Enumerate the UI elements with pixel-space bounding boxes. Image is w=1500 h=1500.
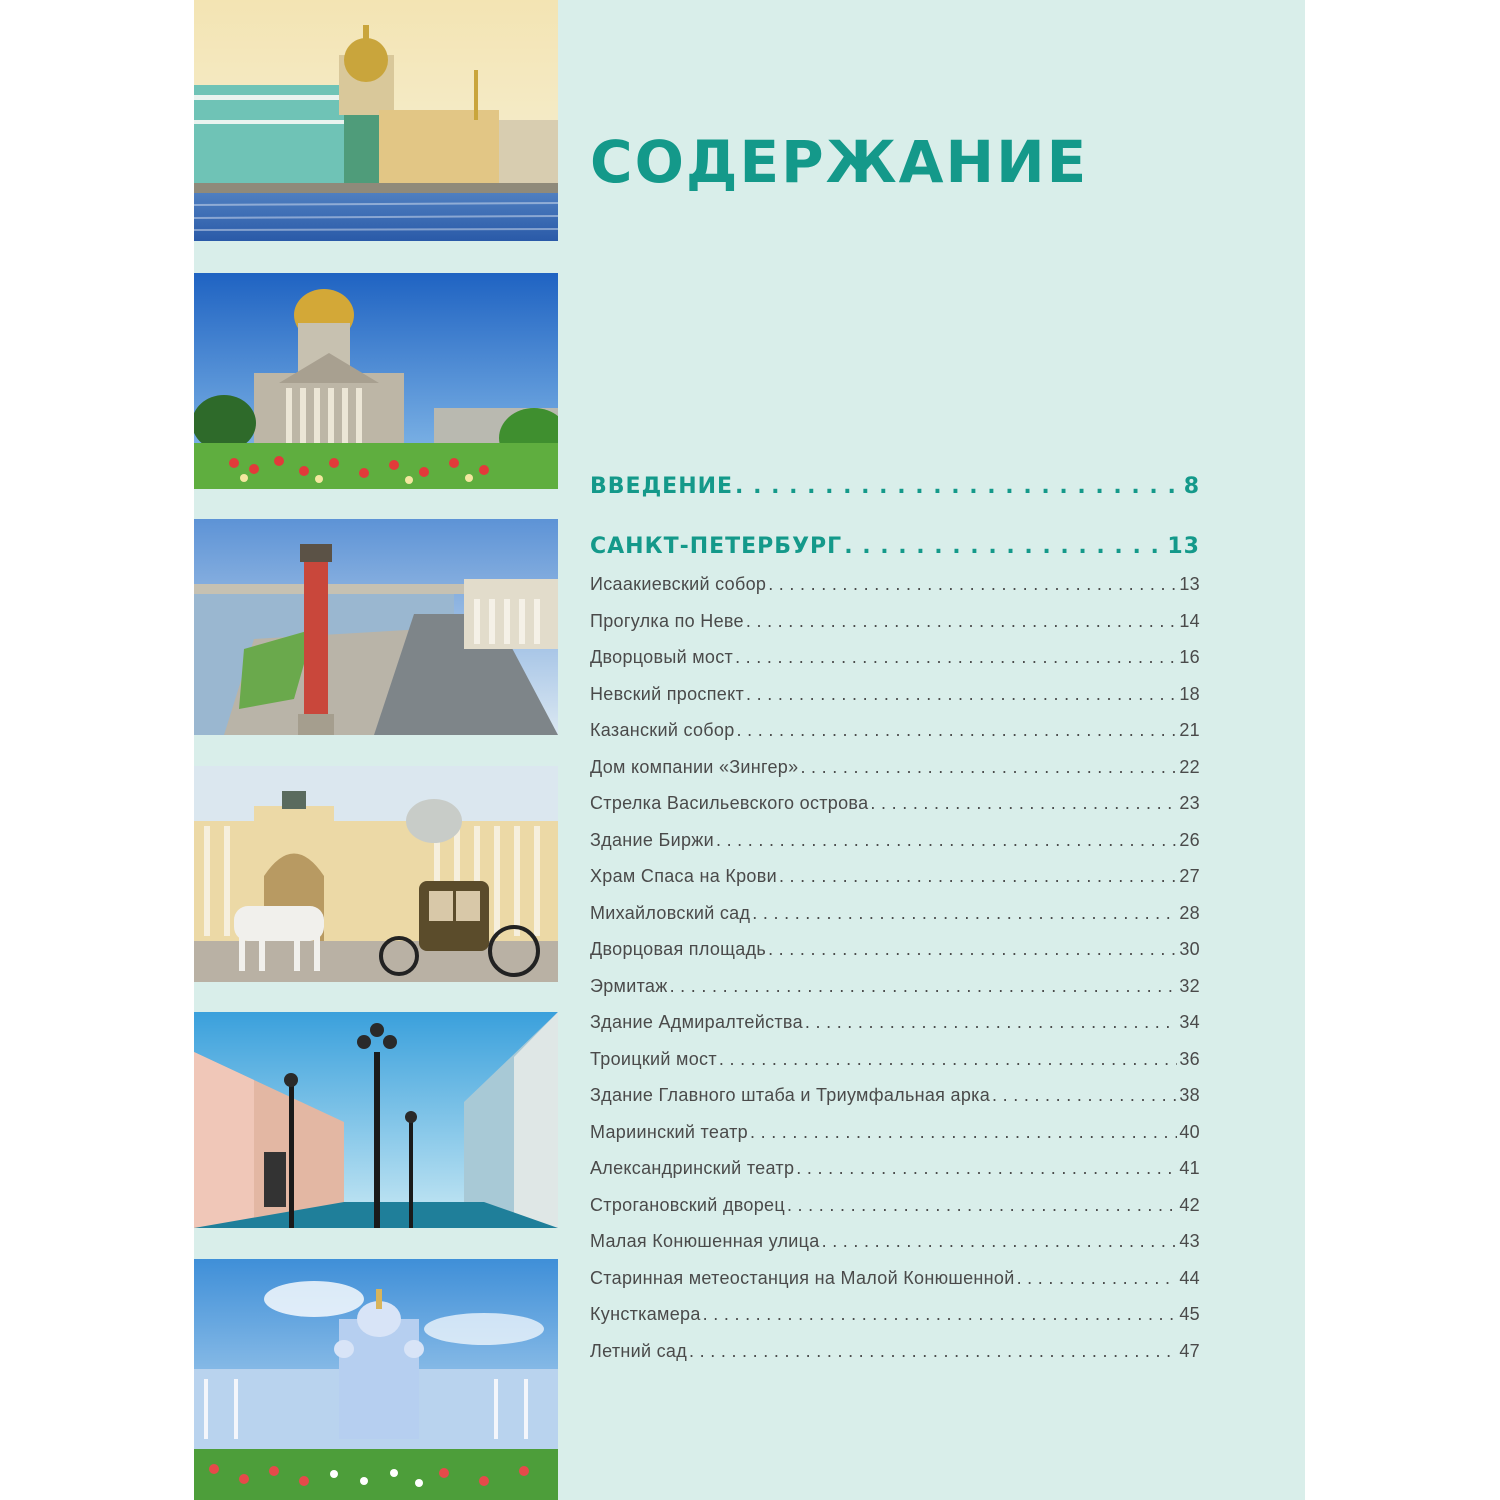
- photo-palace-square-carriage: [194, 766, 558, 982]
- photo-smolny-cathedral: [194, 1259, 558, 1500]
- toc-leader-dots: [719, 1041, 1177, 1078]
- toc-leader-dots: [735, 474, 1182, 499]
- toc-entry-label: Невский проспект: [590, 683, 745, 704]
- toc-entry[interactable]: [590, 749, 1200, 786]
- toc-entry[interactable]: [590, 931, 1200, 968]
- toc-leader-dots: [822, 1223, 1178, 1260]
- toc-entry[interactable]: [590, 1150, 1200, 1187]
- toc-entry-page: 38: [1179, 1085, 1200, 1105]
- toc-leader-dots: [716, 822, 1177, 859]
- toc-leader-dots: [844, 534, 1165, 559]
- toc-entry-label: Дворцовая площадь: [590, 939, 767, 959]
- toc-entry[interactable]: [590, 676, 1200, 713]
- toc-entry-label: Старинная метеостанция на Малой Конюшенной: [590, 1267, 1015, 1288]
- toc-leader-dots: [768, 566, 1177, 603]
- toc-entry[interactable]: [590, 858, 1200, 895]
- toc-entry-page: 27: [1179, 866, 1200, 886]
- toc-entry[interactable]: [590, 1296, 1200, 1333]
- toc-entry-label: Михайловский сад: [590, 902, 751, 923]
- toc-section-label: САНКТ-ПЕТЕРБУРГ: [590, 534, 843, 559]
- toc-entry-page: 21: [1179, 720, 1200, 740]
- toc-entry-label: Казанский собор: [590, 720, 735, 740]
- toc-entry-page: 18: [1179, 683, 1200, 704]
- toc-entry-label: Храм Спаса на Крови: [590, 866, 777, 886]
- page-title: СОДЕРЖАНИЕ: [590, 128, 1089, 196]
- toc-entry[interactable]: [590, 785, 1200, 822]
- toc-entry-label: Александринский театр: [590, 1158, 795, 1178]
- toc-entry[interactable]: [590, 968, 1200, 1005]
- toc-leader-dots: [1017, 1260, 1178, 1297]
- toc-entry[interactable]: [590, 1187, 1200, 1224]
- toc-entry-label: Здание Биржи: [590, 829, 714, 850]
- toc-entry[interactable]: [590, 1041, 1200, 1078]
- toc-entry[interactable]: [590, 822, 1200, 859]
- toc-entry-page: 13: [1179, 574, 1200, 594]
- toc-section-saint-petersburg[interactable]: [590, 534, 1200, 566]
- toc-leader-dots: [870, 785, 1177, 822]
- toc-leader-dots: [737, 712, 1178, 749]
- toc-leader-dots: [746, 603, 1178, 640]
- toc-section-introduction[interactable]: [590, 474, 1200, 512]
- toc-entry[interactable]: [590, 603, 1200, 640]
- toc-entry-page: 40: [1179, 1121, 1200, 1142]
- toc-leader-dots: [992, 1077, 1177, 1114]
- toc-entry-page: 44: [1179, 1267, 1200, 1288]
- toc-entry-page: 16: [1179, 647, 1200, 667]
- toc-entry-page: 43: [1179, 1231, 1200, 1251]
- toc-entry-label: Малая Конюшенная улица: [590, 1231, 820, 1251]
- toc-leader-dots: [746, 676, 1177, 713]
- toc-entry-label: Эрмитаж: [590, 975, 668, 996]
- toc-entry-label: Дом компании «Зингер»: [590, 756, 799, 777]
- photo-street-lanterns: [194, 1012, 558, 1228]
- toc-entry[interactable]: [590, 895, 1200, 932]
- toc-entry-page: 32: [1179, 975, 1200, 996]
- toc-leader-dots: [779, 858, 1177, 895]
- toc-entry[interactable]: [590, 1114, 1200, 1151]
- toc-entry-label: Прогулка по Неве: [590, 610, 744, 631]
- toc-entry-page: 36: [1179, 1048, 1200, 1069]
- toc-entry-page: 26: [1179, 829, 1200, 850]
- toc-entry-page: 22: [1179, 756, 1200, 777]
- toc-entry-label: Здание Главного штаба и Триумфальная арка: [590, 1085, 991, 1105]
- photo-winter-palace-panorama: [194, 0, 558, 241]
- toc-entry-page: 41: [1179, 1158, 1200, 1178]
- toc-entry-label: Стрелка Васильевского острова: [590, 793, 869, 813]
- toc-entry[interactable]: [590, 1223, 1200, 1260]
- toc-entry-page: 47: [1179, 1340, 1200, 1361]
- toc-leader-dots: [768, 931, 1177, 968]
- toc-entry-page: 45: [1179, 1304, 1200, 1324]
- toc-entry-page: 30: [1179, 939, 1200, 959]
- toc-leader-dots: [787, 1187, 1177, 1224]
- toc-entry[interactable]: [590, 639, 1200, 676]
- toc-entry-label: Мариинский театр: [590, 1121, 748, 1142]
- toc-leader-dots: [750, 1114, 1177, 1151]
- toc-leader-dots: [689, 1333, 1177, 1370]
- toc-leader-dots: [703, 1296, 1178, 1333]
- toc-section-label: ВВЕДЕНИЕ: [590, 474, 734, 499]
- toc-leader-dots: [752, 895, 1177, 932]
- toc-leader-dots: [670, 968, 1178, 1005]
- toc-leader-dots: [805, 1004, 1177, 1041]
- toc-leader-dots: [735, 639, 1177, 676]
- toc-entry[interactable]: [590, 1333, 1200, 1370]
- toc-entry[interactable]: [590, 1004, 1200, 1041]
- toc-entry-label: Летний сад: [590, 1340, 688, 1361]
- toc-entry-page: 34: [1179, 1012, 1200, 1032]
- toc-leader-dots: [796, 1150, 1177, 1187]
- toc-entry-page: 14: [1179, 610, 1200, 631]
- toc-entry-label: Троицкий мост: [590, 1048, 717, 1069]
- toc-leader-dots: [800, 749, 1177, 786]
- toc-entry-label: Строгановский дворец: [590, 1194, 785, 1215]
- table-of-contents: [590, 474, 1200, 1369]
- photo-isaac-cathedral: [194, 273, 558, 489]
- toc-entry[interactable]: [590, 566, 1200, 603]
- toc-entry[interactable]: [590, 712, 1200, 749]
- toc-entry-page: 42: [1179, 1194, 1200, 1215]
- toc-entry-label: Кунсткамера: [590, 1304, 701, 1324]
- toc-entry[interactable]: [590, 1260, 1200, 1297]
- toc-section-page: 13: [1167, 534, 1200, 559]
- toc-entry[interactable]: [590, 1077, 1200, 1114]
- toc-entry-label: Здание Адмиралтейства: [590, 1012, 803, 1032]
- toc-entry-page: 23: [1179, 793, 1200, 813]
- photo-rostral-column: [194, 519, 558, 735]
- toc-section-page: 8: [1183, 474, 1200, 499]
- toc-entry-page: 28: [1179, 902, 1200, 923]
- toc-entry-label: Дворцовый мост: [590, 647, 734, 667]
- toc-entry-label: Исаакиевский собор: [590, 574, 767, 594]
